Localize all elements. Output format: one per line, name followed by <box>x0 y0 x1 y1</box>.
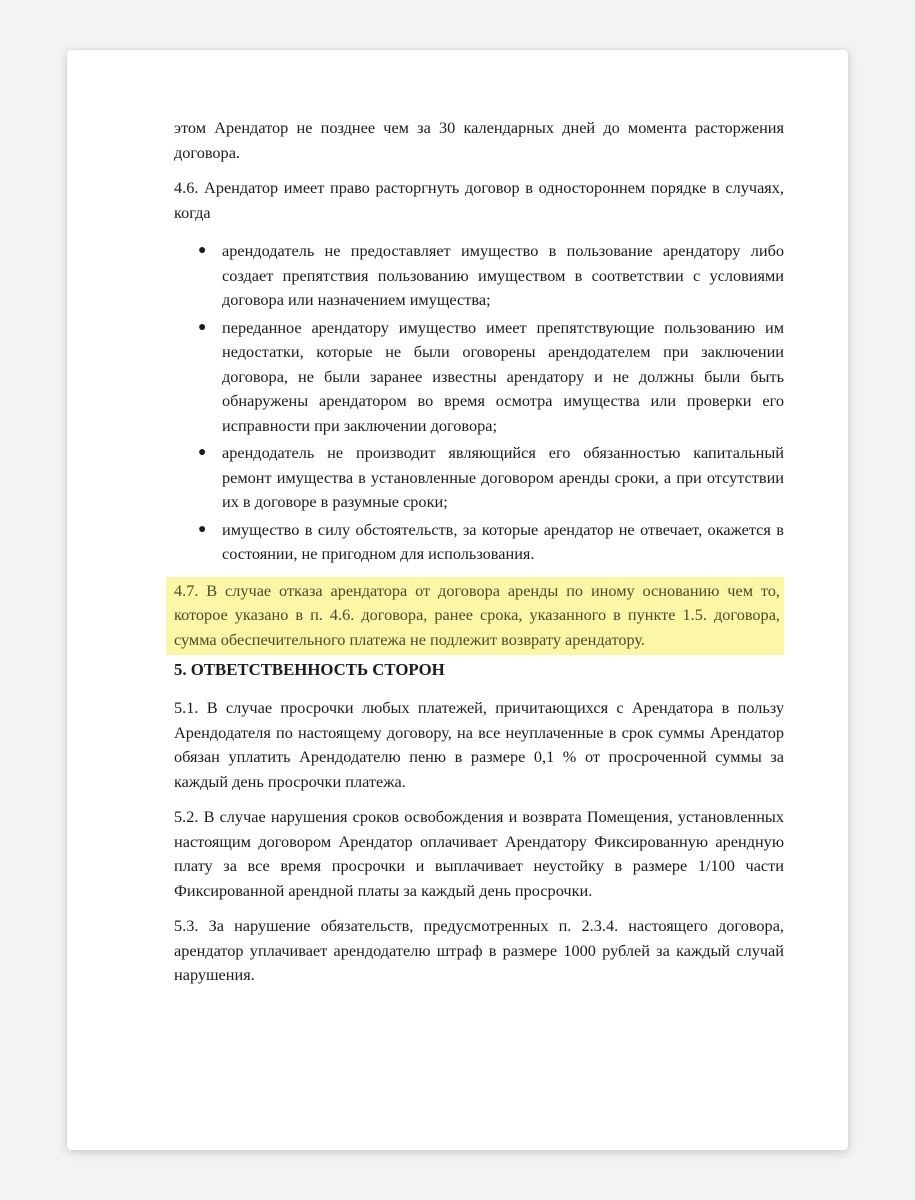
bullet-icon: ● <box>198 319 207 335</box>
list-item-text: переданное арендатору имущество имеет препятствующие пользованию им недостатки, которые не были оговорены арендодателем при заключении договора, не были заранее известны арендатору и не должны были быть обнаружены арендатором во время осмотра имущества или проверки его исправности при заключении договора; <box>222 317 784 435</box>
list-item <box>198 239 784 313</box>
bullet-icon: ● <box>198 445 207 460</box>
paragraph-continuation: этом Арендатор не позднее чем за 30 календарных дней до момента расторжения договора. <box>174 118 784 162</box>
section-5-heading: 5. ОТВЕТСТВЕННОСТЬ СТОРОН <box>174 660 445 679</box>
bullet-icon: ● <box>198 243 207 258</box>
list-item <box>198 316 784 439</box>
list-item-text: имущество в силу обстоятельств, за которые арендатор не отвечает, окажется в состоянии, не пригодном для использования. <box>222 519 784 563</box>
paragraph-4-7-highlighted: 4.7. В случае отказа арендатора от договора аренды по иному основанию чем то, которое указано в п. 4.6. договора, ранее срока, указанного в пункте 1.5. договора, сумма обеспечительного платежа не подлежит возврату арендатору. <box>166 577 784 656</box>
paragraph-5-1: 5.1. В случае просрочки любых платежей, причитающихся с Арендатора в пользу Арендодателя по настоящему договору, на все неуплаченные в срок суммы Арендатор обязан уплатить Арендодателю пеню в размере 0,1 % от просроченной суммы за каждый день просрочки платежа. <box>174 698 784 791</box>
document-page <box>67 50 848 1150</box>
paragraph-5-3: 5.3. За нарушение обязательств, предусмотренных п. 2.3.4. настоящего договора, арендатор уплачивает арендодателю штраф в размере 1000 рублей за каждый случай нарушения. <box>174 916 784 984</box>
list-item-text: арендодатель не производит являющийся его обязанностью капитальный ремонт имущества в установленные договором аренды сроки, а при отсутствии их в договоре в разумные сроки; <box>222 443 784 511</box>
list-item <box>198 441 784 515</box>
bullet-list <box>174 239 784 567</box>
paragraph-5-2: 5.2. В случае нарушения сроков освобождения и возврата Помещения, установленных настоящим договором Арендатор оплачивает Арендатору Фиксированную арендную плату за все время просрочки и выплачивает неустойку в размере 1/100 части Фиксированной арендной платы за каждый день просрочки. <box>174 807 784 900</box>
paragraph-4-6: 4.6. Арендатор имеет право расторгнуть договор в одностороннем порядке в случаях, когда <box>174 178 784 222</box>
list-item <box>198 518 784 567</box>
list-item-text: арендодатель не предоставляет имущество в пользование арендатору либо создает препятствия пользованию имуществом в соответствии с условиями договора или назначением имущества; <box>222 241 784 309</box>
bullet-icon: ● <box>198 521 207 537</box>
